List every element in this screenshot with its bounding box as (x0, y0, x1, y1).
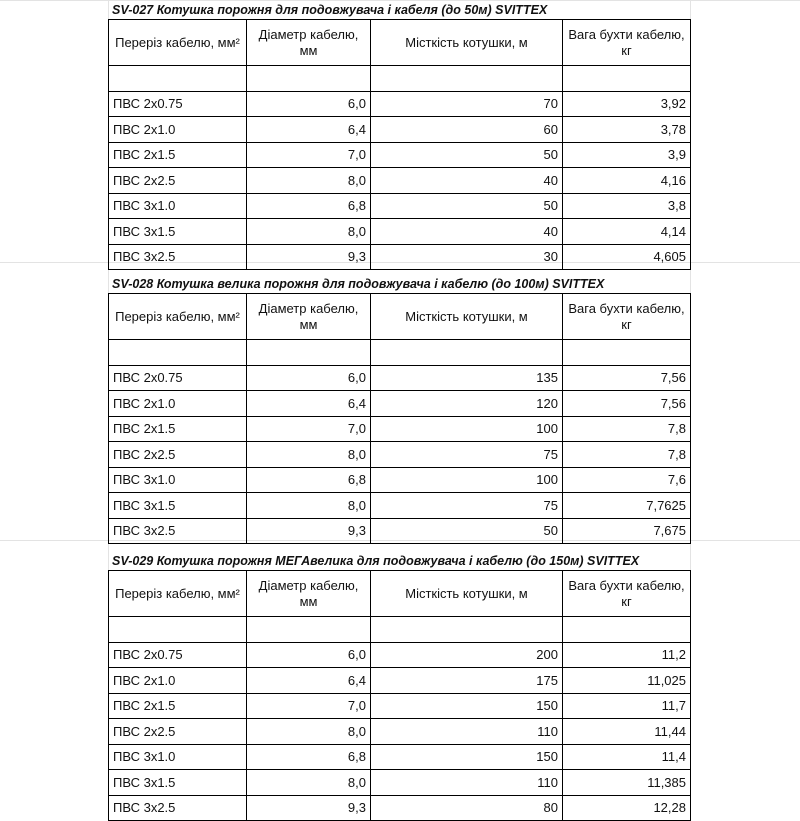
cell-section: ПВС 2х2.5 (109, 442, 247, 468)
table-row (109, 668, 691, 694)
cell-weight: 11,7 (563, 693, 691, 719)
table-row (109, 493, 691, 519)
cell-section: ПВС 3х1.0 (109, 744, 247, 770)
spec-table (108, 293, 691, 544)
spec-block-title: SV-027 Котушка порожня для подовжувача і кабеля (до 50м) SVITTEX (112, 3, 548, 17)
col-header-weight: Вага бухти кабелю, кг (563, 20, 691, 66)
table-header-row (109, 20, 691, 66)
table-row (109, 117, 691, 143)
spec-block-title: SV-028 Котушка велика порожня для подовжувача і кабелю (до 100м) SVITTEX (112, 277, 605, 291)
spec-block-sv029 (108, 552, 690, 821)
cell-diameter: 6,8 (247, 744, 371, 770)
cell-capacity: 75 (371, 493, 563, 519)
cell-capacity: 110 (371, 719, 563, 745)
cell-section: ПВС 2х1.5 (109, 416, 247, 442)
cell-weight: 11,2 (563, 642, 691, 668)
cell-section: ПВС 3х1.5 (109, 219, 247, 245)
cell-capacity: 110 (371, 770, 563, 796)
table-row (109, 719, 691, 745)
cell-capacity: 150 (371, 744, 563, 770)
cell-section: ПВС 2х1.5 (109, 142, 247, 168)
spec-block-sv027 (108, 1, 690, 270)
col-header-diameter: Діаметр кабелю, мм (247, 571, 371, 617)
cell-weight: 7,6 (563, 467, 691, 493)
col-header-section: Переріз кабелю, мм² (109, 20, 247, 66)
cell-diameter: 7,0 (247, 142, 371, 168)
col-header-section: Переріз кабелю, мм² (109, 294, 247, 340)
cell-weight: 7,56 (563, 391, 691, 417)
table-row (109, 744, 691, 770)
cell-diameter: 6,8 (247, 193, 371, 219)
cell-capacity: 40 (371, 219, 563, 245)
cell-weight: 7,7625 (563, 493, 691, 519)
cell-weight: 7,56 (563, 365, 691, 391)
spec-block-sv028 (108, 275, 690, 544)
cell-weight: 7,675 (563, 518, 691, 544)
cell-diameter: 9,3 (247, 518, 371, 544)
spec-table (108, 570, 691, 821)
cell-diameter: 8,0 (247, 493, 371, 519)
cell-weight: 4,605 (563, 244, 691, 270)
cell-weight: 7,8 (563, 416, 691, 442)
col-header-section: Переріз кабелю, мм² (109, 571, 247, 617)
table-row (109, 693, 691, 719)
cell-capacity: 120 (371, 391, 563, 417)
cell-diameter: 6,0 (247, 642, 371, 668)
col-header-weight: Вага бухти кабелю, кг (563, 294, 691, 340)
cell-weight: 4,14 (563, 219, 691, 245)
cell-section: ПВС 3х1.0 (109, 467, 247, 493)
col-header-capacity: Місткість котушки, м (371, 294, 563, 340)
col-header-capacity: Місткість котушки, м (371, 571, 563, 617)
cell-section: ПВС 2х0.75 (109, 642, 247, 668)
cell-diameter: 8,0 (247, 719, 371, 745)
cell-capacity: 40 (371, 168, 563, 194)
cell-weight: 11,44 (563, 719, 691, 745)
cell-weight: 3,78 (563, 117, 691, 143)
col-header-diameter: Діаметр кабелю, мм (247, 294, 371, 340)
cell-capacity: 50 (371, 193, 563, 219)
cell-weight: 12,28 (563, 795, 691, 821)
cell-capacity: 70 (371, 91, 563, 117)
cell-weight: 11,025 (563, 668, 691, 694)
col-header-capacity: Місткість котушки, м (371, 20, 563, 66)
cell-capacity: 60 (371, 117, 563, 143)
cell-diameter: 6,8 (247, 467, 371, 493)
table-row (109, 416, 691, 442)
cell-capacity: 30 (371, 244, 563, 270)
cell-capacity: 50 (371, 142, 563, 168)
cell-diameter: 6,0 (247, 365, 371, 391)
cell-section: ПВС 3х1.5 (109, 770, 247, 796)
cell-section: ПВС 2х1.0 (109, 117, 247, 143)
spacer-row (109, 617, 691, 643)
cell-section: ПВС 3х1.0 (109, 193, 247, 219)
table-row (109, 219, 691, 245)
spacer-row (109, 66, 691, 92)
table-row (109, 795, 691, 821)
cell-diameter: 7,0 (247, 416, 371, 442)
table-row (109, 391, 691, 417)
cell-diameter: 6,0 (247, 91, 371, 117)
spacer-row (109, 340, 691, 366)
table-row (109, 91, 691, 117)
spec-table (108, 19, 691, 270)
cell-capacity: 175 (371, 668, 563, 694)
table-row (109, 193, 691, 219)
cell-diameter: 6,4 (247, 391, 371, 417)
cell-section: ПВС 3х2.5 (109, 795, 247, 821)
col-header-weight: Вага бухти кабелю, кг (563, 571, 691, 617)
cell-weight: 11,4 (563, 744, 691, 770)
cell-section: ПВС 2х1.0 (109, 391, 247, 417)
cell-weight: 11,385 (563, 770, 691, 796)
cell-section: ПВС 2х2.5 (109, 719, 247, 745)
table-row (109, 467, 691, 493)
cell-diameter: 8,0 (247, 442, 371, 468)
cell-capacity: 75 (371, 442, 563, 468)
cell-weight: 4,16 (563, 168, 691, 194)
cell-capacity: 100 (371, 467, 563, 493)
cell-capacity: 80 (371, 795, 563, 821)
cell-weight: 3,9 (563, 142, 691, 168)
cell-section: ПВС 3х2.5 (109, 518, 247, 544)
table-row (109, 518, 691, 544)
cell-diameter: 8,0 (247, 219, 371, 245)
cell-section: ПВС 2х1.0 (109, 668, 247, 694)
table-row (109, 442, 691, 468)
cell-diameter: 6,4 (247, 117, 371, 143)
cell-section: ПВС 2х1.5 (109, 693, 247, 719)
table-header-row (109, 294, 691, 340)
cell-section: ПВС 2х0.75 (109, 91, 247, 117)
cell-diameter: 7,0 (247, 693, 371, 719)
cell-weight: 3,92 (563, 91, 691, 117)
cell-section: ПВС 3х1.5 (109, 493, 247, 519)
cell-diameter: 8,0 (247, 770, 371, 796)
cell-weight: 3,8 (563, 193, 691, 219)
cell-section: ПВС 3х2.5 (109, 244, 247, 270)
cell-capacity: 200 (371, 642, 563, 668)
table-row (109, 770, 691, 796)
table-header-row (109, 571, 691, 617)
cell-capacity: 135 (371, 365, 563, 391)
table-row (109, 168, 691, 194)
cell-capacity: 50 (371, 518, 563, 544)
table-row (109, 642, 691, 668)
cell-diameter: 9,3 (247, 244, 371, 270)
spec-block-title: SV-029 Котушка порожня МЕГАвелика для подовжувача і кабелю (до 150м) SVITTEX (112, 554, 640, 568)
table-row (109, 244, 691, 270)
cell-weight: 7,8 (563, 442, 691, 468)
col-header-diameter: Діаметр кабелю, мм (247, 20, 371, 66)
cell-capacity: 100 (371, 416, 563, 442)
table-row (109, 365, 691, 391)
cell-diameter: 8,0 (247, 168, 371, 194)
cell-diameter: 6,4 (247, 668, 371, 694)
cell-capacity: 150 (371, 693, 563, 719)
cell-diameter: 9,3 (247, 795, 371, 821)
table-row (109, 142, 691, 168)
cell-section: ПВС 2х2.5 (109, 168, 247, 194)
cell-section: ПВС 2х0.75 (109, 365, 247, 391)
